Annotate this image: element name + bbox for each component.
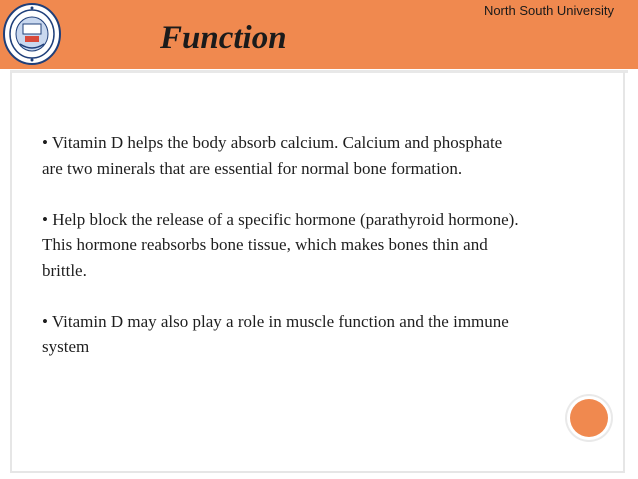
university-seal-logo bbox=[2, 2, 62, 66]
body-text bbox=[42, 130, 522, 385]
bullet-paragraph: • Vitamin D helps the body absorb calcium. Calcium and phosphate are two minerals that are essential for normal bone formation. bbox=[42, 133, 503, 178]
bullet-paragraph: • Vitamin D may also play a role in muscle function and the immune system bbox=[42, 311, 509, 356]
accent-circle bbox=[570, 399, 608, 437]
header-bar bbox=[0, 0, 638, 69]
slide-title: Function bbox=[160, 20, 287, 56]
organization-name: North South University bbox=[483, 3, 614, 18]
bullet-paragraph: • Help block the release of a specific hormone (parathyroid hormone). This hormone reabsorbs bone tissue, which makes bones thin and brittle. bbox=[42, 209, 519, 280]
